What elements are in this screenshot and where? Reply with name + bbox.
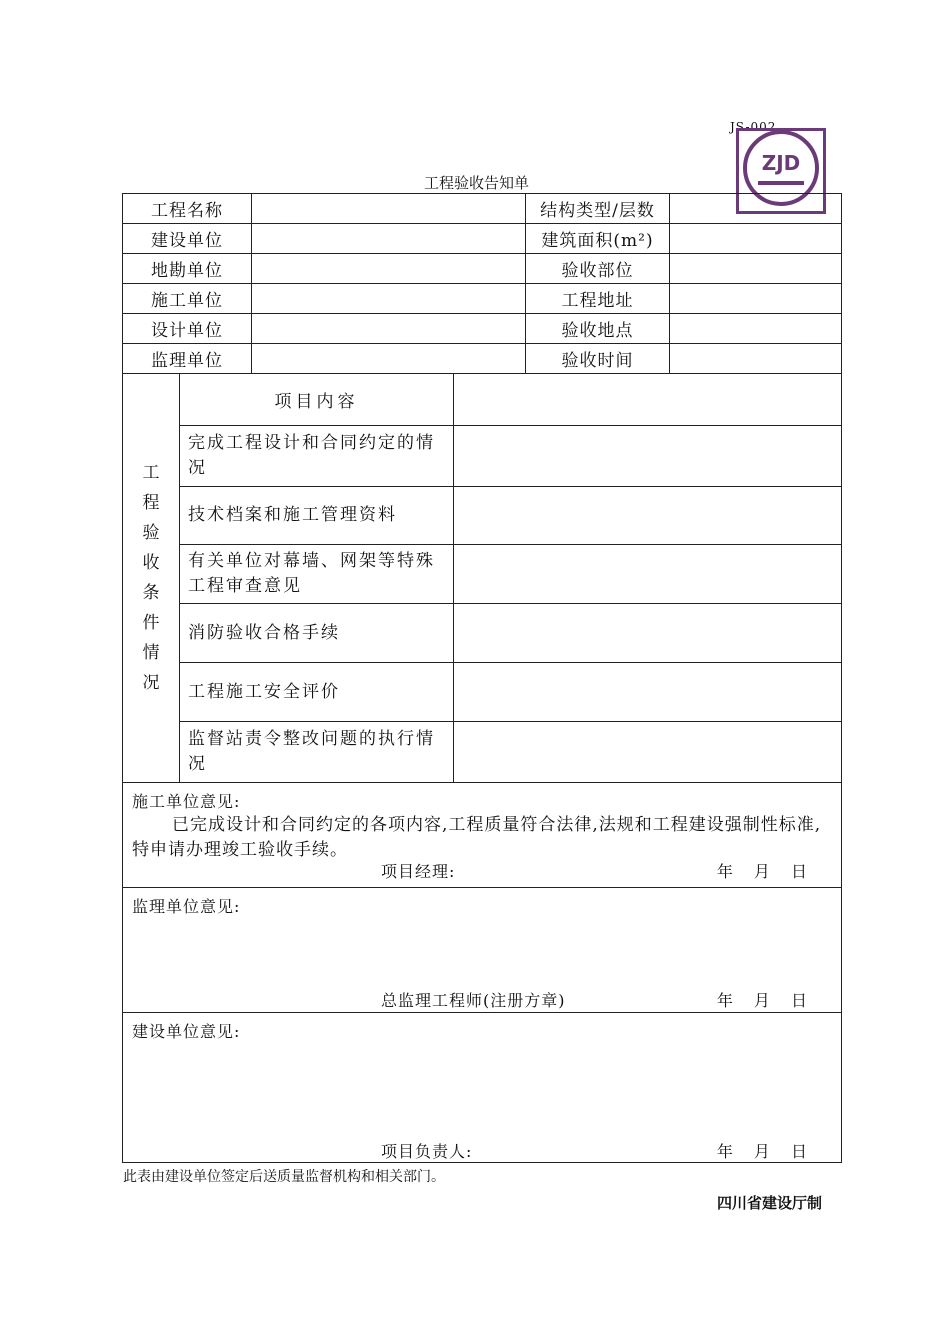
chief-engineer-signature-label: 总监理工程师(注册方章) bbox=[381, 991, 566, 1010]
condition-value-field[interactable] bbox=[454, 545, 842, 604]
info-label: 验收地点 bbox=[526, 314, 670, 344]
document-code: JS-002 bbox=[730, 120, 777, 134]
info-value-field[interactable] bbox=[670, 314, 842, 344]
info-label: 验收部位 bbox=[526, 254, 670, 284]
logo-text: ZJD bbox=[761, 151, 801, 175]
info-row bbox=[123, 224, 842, 254]
construction-date: 年 月 日 bbox=[716, 862, 807, 881]
info-label: 监理单位 bbox=[123, 344, 252, 374]
condition-row bbox=[123, 663, 842, 722]
project-manager-signature-label: 项目经理: bbox=[381, 862, 456, 881]
info-row bbox=[123, 314, 842, 344]
issuer-label: 四川省建设厅制 bbox=[717, 1194, 823, 1212]
condition-item-label: 消防验收合格手续 bbox=[180, 604, 454, 663]
supervision-date: 年 月 日 bbox=[716, 991, 807, 1010]
owner-signature-label: 项目负责人: bbox=[381, 1142, 473, 1161]
condition-item-label: 有关单位对幕墙、网架等特殊工程审查意见 bbox=[180, 545, 454, 604]
owner-opinion-box[interactable] bbox=[123, 1013, 842, 1163]
condition-row bbox=[123, 604, 842, 663]
info-value-field[interactable] bbox=[670, 224, 842, 254]
condition-item-label: 技术档案和施工管理资料 bbox=[180, 487, 454, 545]
conditions-side-label: 工程验收条件情况 bbox=[123, 374, 180, 783]
condition-value-field[interactable] bbox=[454, 604, 842, 663]
supervision-opinion-box[interactable] bbox=[123, 888, 842, 1013]
info-label: 设计单位 bbox=[123, 314, 252, 344]
condition-row bbox=[123, 426, 842, 487]
construction-opinion-box[interactable] bbox=[123, 783, 842, 888]
condition-row bbox=[123, 487, 842, 545]
info-label: 结构类型/层数 bbox=[526, 194, 670, 224]
info-value-field[interactable] bbox=[670, 194, 842, 224]
condition-value-field[interactable] bbox=[454, 722, 842, 783]
info-label: 建筑面积(m²) bbox=[526, 224, 670, 254]
info-label: 施工单位 bbox=[123, 284, 252, 314]
condition-row bbox=[123, 545, 842, 604]
info-value-field[interactable] bbox=[252, 224, 526, 254]
condition-value-field[interactable] bbox=[454, 663, 842, 722]
form-title: 工程验收告知单 bbox=[424, 174, 530, 192]
info-label: 工程地址 bbox=[526, 284, 670, 314]
owner-opinion-row bbox=[123, 1013, 842, 1163]
info-value-field[interactable] bbox=[252, 284, 526, 314]
condition-value-field[interactable] bbox=[454, 487, 842, 545]
info-value-field[interactable] bbox=[252, 344, 526, 374]
info-row bbox=[123, 344, 842, 374]
condition-item-label: 监督站责令整改问题的执行情况 bbox=[180, 722, 454, 783]
construction-opinion-heading: 施工单位意见: bbox=[132, 792, 241, 811]
footer-note: 此表由建设单位签定后送质量监督机构和相关部门。 bbox=[123, 1169, 445, 1185]
conditions-header: 项目内容 bbox=[180, 374, 454, 426]
info-value-field[interactable] bbox=[252, 314, 526, 344]
info-value-field[interactable] bbox=[252, 254, 526, 284]
info-value-field[interactable] bbox=[670, 344, 842, 374]
supervision-opinion-row bbox=[123, 888, 842, 1013]
info-value-field[interactable] bbox=[670, 284, 842, 314]
info-row bbox=[123, 284, 842, 314]
condition-item-label: 完成工程设计和合同约定的情况 bbox=[180, 426, 454, 487]
construction-opinion-row bbox=[123, 783, 842, 888]
condition-item-label: 工程施工安全评价 bbox=[180, 663, 454, 722]
condition-value-field[interactable] bbox=[454, 426, 842, 487]
info-value-field[interactable] bbox=[252, 194, 526, 224]
info-label: 地勘单位 bbox=[123, 254, 252, 284]
construction-opinion-text: 已完成设计和合同约定的各项内容,工程质量符合法律,法规和工程建设强制性标准,特申请办理竣工验收手续。 bbox=[132, 815, 822, 860]
info-label: 工程名称 bbox=[123, 194, 252, 224]
condition-row bbox=[123, 722, 842, 783]
form-table bbox=[122, 193, 842, 1163]
conditions-header-row bbox=[123, 374, 842, 426]
info-label: 验收时间 bbox=[526, 344, 670, 374]
info-row bbox=[123, 194, 842, 224]
owner-opinion-heading: 建设单位意见: bbox=[132, 1022, 241, 1041]
info-row bbox=[123, 254, 842, 284]
supervision-opinion-heading: 监理单位意见: bbox=[132, 897, 241, 916]
owner-date: 年 月 日 bbox=[716, 1142, 807, 1161]
conditions-header-field bbox=[454, 374, 842, 426]
info-value-field[interactable] bbox=[670, 254, 842, 284]
info-label: 建设单位 bbox=[123, 224, 252, 254]
